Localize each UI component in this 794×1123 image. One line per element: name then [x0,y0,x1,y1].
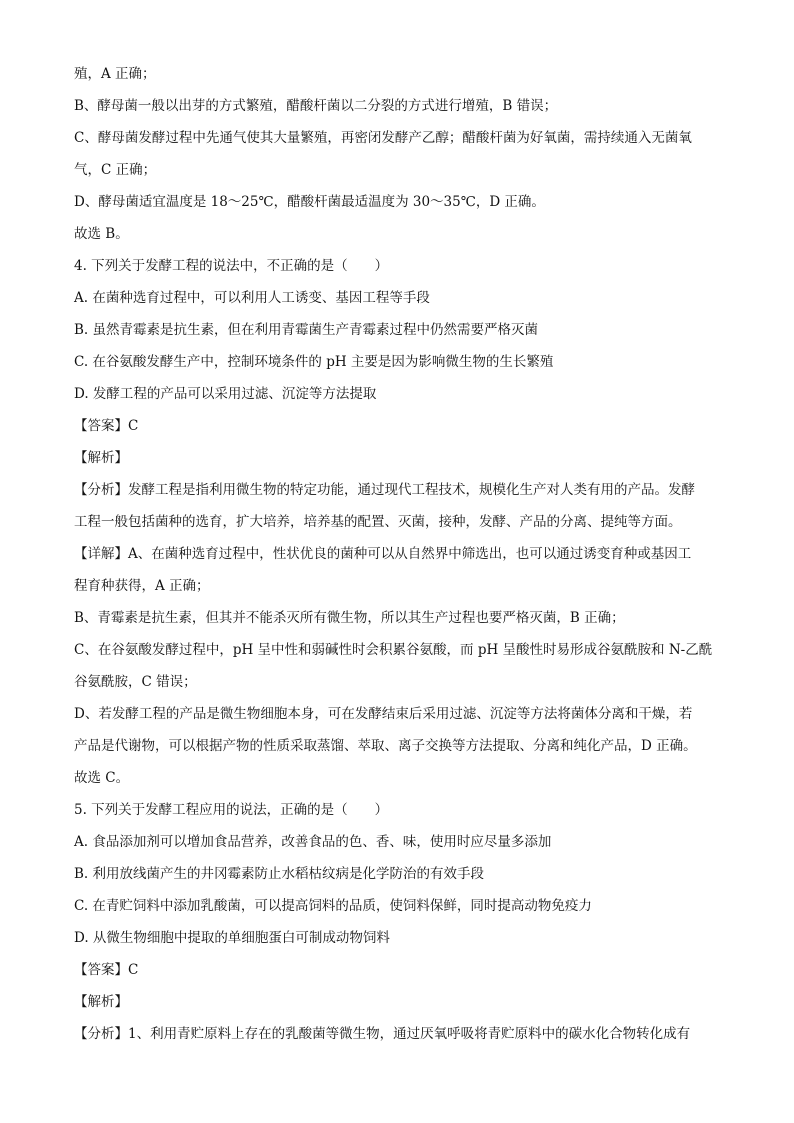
question-title: 4. 下列关于发酵工程的说法中，不正确的是（ ） [74,258,389,274]
question-title: 5. 下列关于发酵工程应用的说法，正确的是（ ） [74,802,389,818]
text-line: D、酵母菌适宜温度是 18～25℃，醋酸杆菌最适温度为 30～35℃，D 正确。 [74,194,545,210]
option-c: C. 在青贮饲料中添加乳酸菌，可以提高饲料的品质，使饲料保鲜，同时提高动物免疫力 [74,898,592,914]
text-line: 【分析】发酵工程是指利用微生物的特定功能，通过现代工程技术，规模化生产对人类有用的产品。发酵 [74,482,695,498]
text-line: C、在谷氨酸发酵过程中，pH 呈中性和弱碱性时会积累谷氨酸，而 pH 呈酸性时易形成谷氨酰胺和 N-乙酰 [74,642,713,658]
option-a: A. 食品添加剂可以增加食品营养，改善食品的色、香、味，使用时应尽量多添加 [74,834,552,850]
option-a: A. 在菌种选育过程中，可以利用人工诱变、基因工程等手段 [74,290,430,306]
text-line: 【详解】A、在菌种选育过程中，性状优良的菌种可以从自然界中筛选出，也可以通过诱变育种或基因工 [74,546,692,562]
answer-label: 【答案】C [74,418,139,434]
analysis-label: 【解析】 [74,450,128,466]
text-line: C、酵母菌发酵过程中先通气使其大量繁殖，再密闭发酵产乙醇；醋酸杆菌为好氧菌，需持续通入无菌氧 [74,130,692,146]
text-line: D、若发酵工程的产品是微生物细胞本身，可在发酵结束后采用过滤、沉淀等方法将菌体分离和干燥，若 [74,706,693,722]
text-line: 故选 B。 [74,226,129,242]
text-line: B、酵母菌一般以出芽的方式繁殖，醋酸杆菌以二分裂的方式进行增殖，B 错误； [74,98,558,114]
analysis-label: 【解析】 [74,994,128,1010]
text-line: 工程一般包括菌种的选育，扩大培养，培养基的配置、灭菌，接种，发酵、产品的分离、提纯等方面。 [74,514,682,530]
text-line: B、青霉素是抗生素，但其并不能杀灭所有微生物，所以其生产过程也要严格灭菌，B 正确； [74,610,625,626]
option-b: B. 虽然青霉素是抗生素，但在利用青霉菌生产青霉素过程中仍然需要严格灭菌 [74,322,539,338]
text-line: 产品是代谢物，可以根据产物的性质采取蒸馏、萃取、离子交换等方法提取、分离和纯化产品，D 正确。 [74,738,697,754]
text-line: 【分析】1、利用青贮原料上存在的乳酸菌等微生物，通过厌氧呼吸将青贮原料中的碳水化合物转化成有 [74,1026,691,1042]
text-line: 谷氨酰胺，C 错误； [74,674,197,690]
option-b: B. 利用放线菌产生的井冈霉素防止水稻枯纹病是化学防治的有效手段 [74,866,485,882]
option-c: C. 在谷氨酸发酵生产中，控制环境条件的 pH 主要是因为影响微生物的生长繁殖 [74,354,554,370]
option-d: D. 发酵工程的产品可以采用过滤、沉淀等方法提取 [74,386,377,402]
option-d: D. 从微生物细胞中提取的单细胞蛋白可制成动物饲料 [74,930,390,946]
text-line: 殖，A 正确； [74,66,156,82]
text-line: 程育种获得，A 正确； [74,578,210,594]
answer-label: 【答案】C [74,962,139,978]
text-line: 气，C 正确； [74,162,157,178]
text-line: 故选 C。 [74,770,130,786]
